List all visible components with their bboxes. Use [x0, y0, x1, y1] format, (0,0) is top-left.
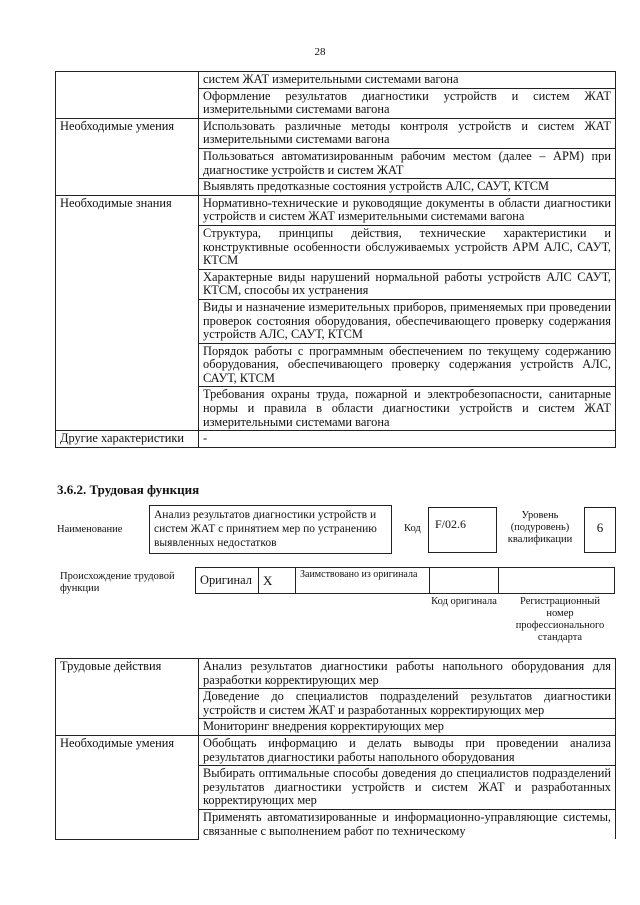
- code-label: Код: [404, 523, 421, 534]
- row-label-knowledge: Необходимые знания: [56, 195, 199, 431]
- borrowed-reg-cell: [499, 568, 615, 594]
- row-label-other: Другие характеристики: [56, 431, 199, 448]
- name-label: Наименование: [57, 524, 123, 535]
- table-cell: Анализ результатов диагностики работы напольного оборудования для разработки корректирующих мер: [199, 659, 616, 689]
- table-row: [56, 118, 616, 148]
- table-cell: Виды и назначение измерительных приборов, применяемых при проведении проверок состояния оборудования, обеспечивающего проверку содержания устройств АЛС, САУТ, КТСМ: [199, 299, 616, 343]
- table-cell: Пользоваться автоматизированным рабочим местом (далее – АРМ) при диагностике устройств и систем ЖАТ: [199, 148, 616, 178]
- level-box: [584, 507, 616, 553]
- origin-table: [195, 567, 615, 594]
- table-cell: Мониторинг внедрения корректирующих мер: [199, 719, 616, 736]
- table-cell: Обобщать информацию и делать выводы при проведении анализа результатов диагностики работы напольного оборудования: [199, 735, 616, 765]
- page-number: 28: [314, 46, 326, 58]
- table-row: [56, 431, 616, 448]
- code-caption: Код оригинала: [431, 596, 497, 607]
- reg-caption: Регистрационный номер профессионального стандарта: [515, 596, 605, 643]
- table-cell: Выявлять предотказные состояния устройств АЛС, САУТ, КТСМ: [199, 179, 616, 196]
- original-label: Оригинал: [196, 568, 259, 594]
- row-label-actions: Трудовые действия: [56, 659, 199, 736]
- table-cell: Применять автоматизированные и информационно-управляющие системы, связанные с выполнением работ по техническому: [199, 809, 616, 839]
- table-row: [56, 659, 616, 689]
- table-cell: Характерные виды нарушений нормальной работы устройств АЛС САУТ, КТСМ, способы их устранения: [199, 269, 616, 299]
- table-cell: -: [199, 431, 616, 448]
- table-cell: Использовать различные методы контроля устройств и систем ЖАТ измерительными системами вагона: [199, 118, 616, 148]
- table-cell: Порядок работы с программным обеспечением по текущему содержанию оборудования, обеспечивающего проверку содержания устройств АЛС, САУТ, КТСМ: [199, 343, 616, 387]
- table-row: [56, 735, 616, 765]
- bottom-requirements-table: [55, 658, 616, 840]
- table-cell: Требования охраны труда, пожарной и электробезопасности, санитарные нормы и правила в области диагностики устройств и систем ЖАТ измерительными системами вагона: [199, 387, 616, 431]
- code-value: F/02.6: [435, 517, 467, 531]
- code-box: [428, 507, 497, 553]
- level-value: 6: [596, 520, 604, 535]
- borrowed-code-cell: [430, 568, 499, 594]
- borrowed-label: Заимствовано из оригинала: [296, 568, 430, 594]
- table-cell: Выбирать оптимальные способы доведения до специалистов подразделений результатов диагностики устройств и систем ЖАТ и разработанных корректирующих мер: [199, 766, 616, 810]
- row-label-skills-2: Необходимые умения: [56, 735, 199, 839]
- name-box: [149, 505, 392, 554]
- table-row: [56, 72, 616, 89]
- table-cell: Оформление результатов диагностики устройств и систем ЖАТ измерительными системами вагона: [199, 88, 616, 118]
- function-name: Анализ результатов диагностики устройств и систем ЖАТ с принятием мер по устранению выявленных недостатков: [154, 509, 377, 549]
- table-cell: Нормативно-технические и руководящие документы в области диагностики устройств и систем ЖАТ измерительными системами вагона: [199, 195, 616, 225]
- row-label: [56, 72, 199, 119]
- level-label: Уровень (подуровень) квалификации: [507, 510, 573, 545]
- origin-label: Происхождение трудовой функции: [60, 571, 175, 594]
- table-cell: Структура, принципы действия, технические характеристики и конструктивные особенности обслуживаемых устройств АРМ АЛС, САУТ, КТСМ: [199, 225, 616, 269]
- table-cell: систем ЖАТ измерительными системами вагона: [199, 72, 616, 89]
- original-mark: X: [259, 568, 296, 594]
- table-row: [56, 195, 616, 225]
- section-title: 3.6.2. Трудовая функция: [57, 482, 200, 497]
- table-row: [196, 568, 615, 594]
- table-cell: Доведение до специалистов подразделений результатов диагностики устройств и систем ЖАТ и разработанных корректирующих мер: [199, 689, 616, 719]
- row-label-skills: Необходимые умения: [56, 118, 199, 195]
- top-requirements-table: [55, 71, 616, 448]
